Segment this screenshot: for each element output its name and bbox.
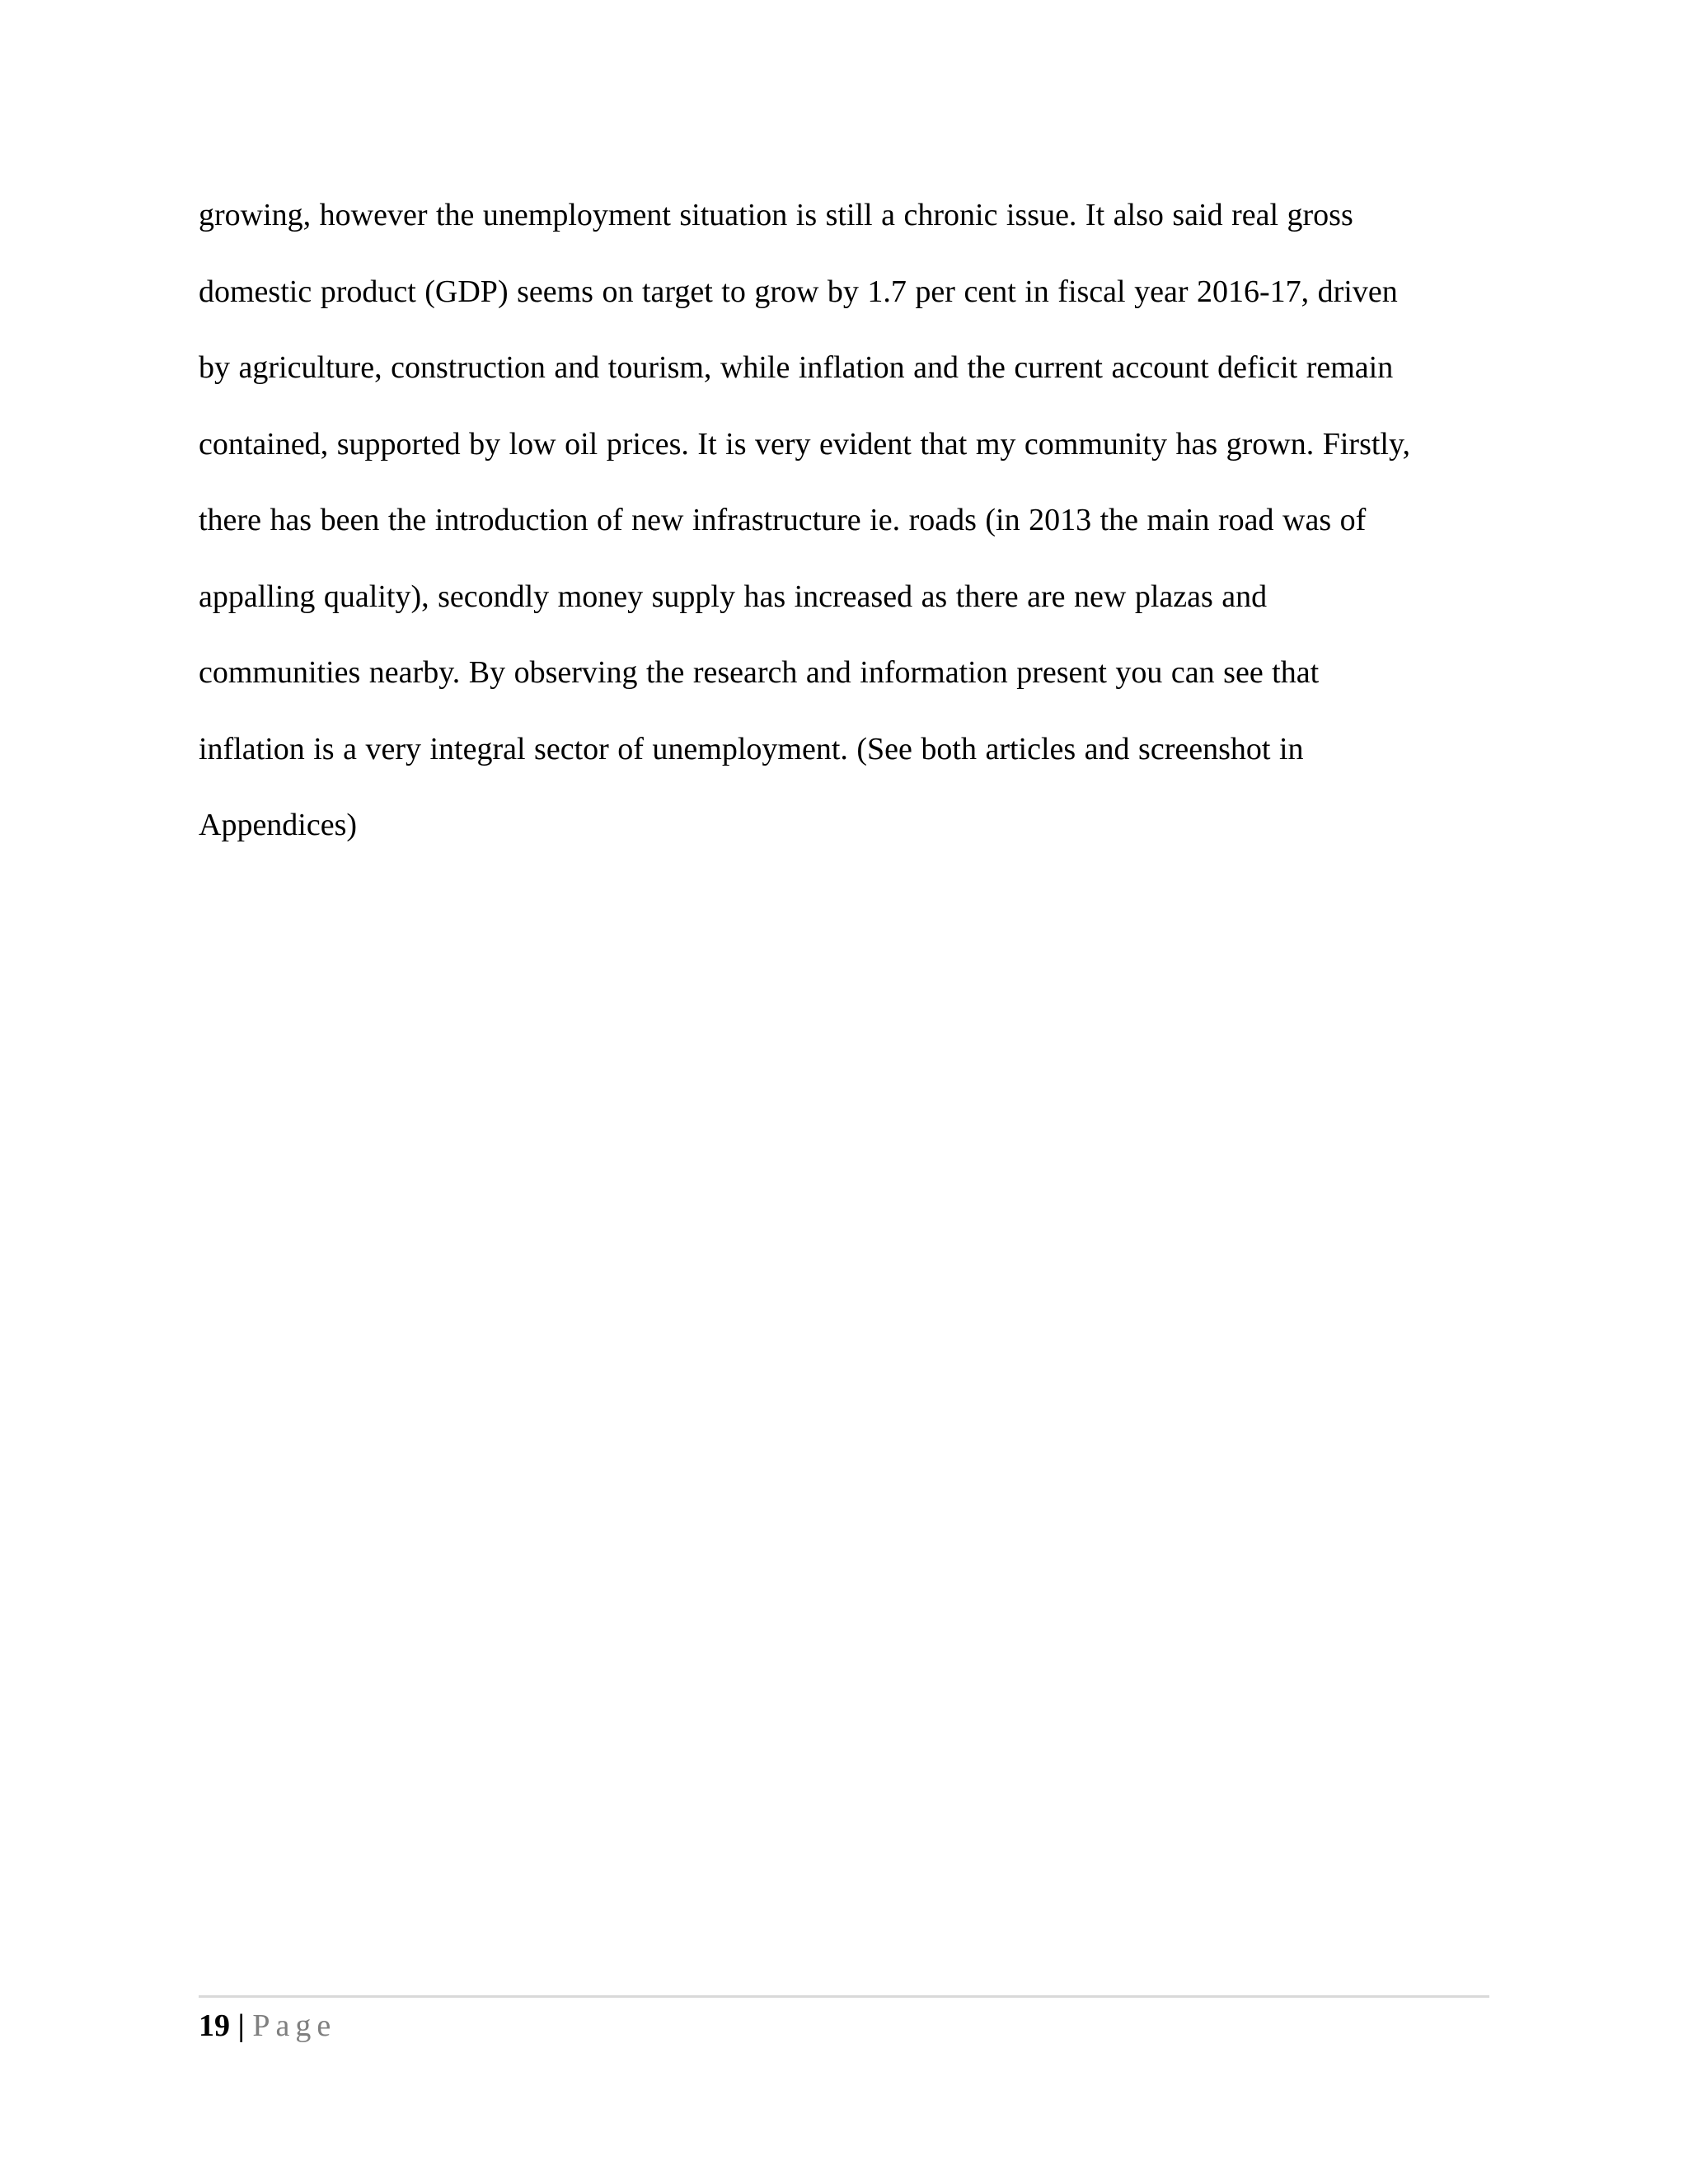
paragraph-line-1: growing, however the unemployment situation is still a chronic issue. It also said real gross bbox=[199, 198, 1353, 232]
paragraph-line-7: communities nearby. By observing the research and information present you can see that bbox=[199, 655, 1320, 690]
paragraph-line-9: Appendices) bbox=[199, 808, 358, 842]
page-label: Page bbox=[252, 2008, 337, 2043]
paragraph-line-8: inflation is a very integral sector of unemployment. (See both articles and screenshot in bbox=[199, 731, 1304, 766]
page-number: 19 bbox=[199, 2008, 230, 2043]
paragraph-line-6: appalling quality), secondly money supply has increased as there are new plazas and bbox=[199, 579, 1268, 614]
paragraph-line-2: domestic product (GDP) seems on target to grow by 1.7 per cent in fiscal year 2016-17, driven bbox=[199, 274, 1398, 309]
page-footer bbox=[199, 2001, 336, 2050]
paragraph-line-5: there has been the introduction of new infrastructure ie. roads (in 2013 the main road was of bbox=[199, 503, 1367, 537]
footer-divider bbox=[199, 1995, 1489, 1998]
paragraph-line-3: by agriculture, construction and tourism, while inflation and the current account deficit remain bbox=[199, 350, 1394, 385]
body-paragraph bbox=[199, 185, 1484, 872]
footer-separator: | bbox=[237, 2008, 245, 2043]
paragraph-line-4: contained, supported by low oil prices. It is very evident that my community has grown. Firstly, bbox=[199, 426, 1411, 462]
